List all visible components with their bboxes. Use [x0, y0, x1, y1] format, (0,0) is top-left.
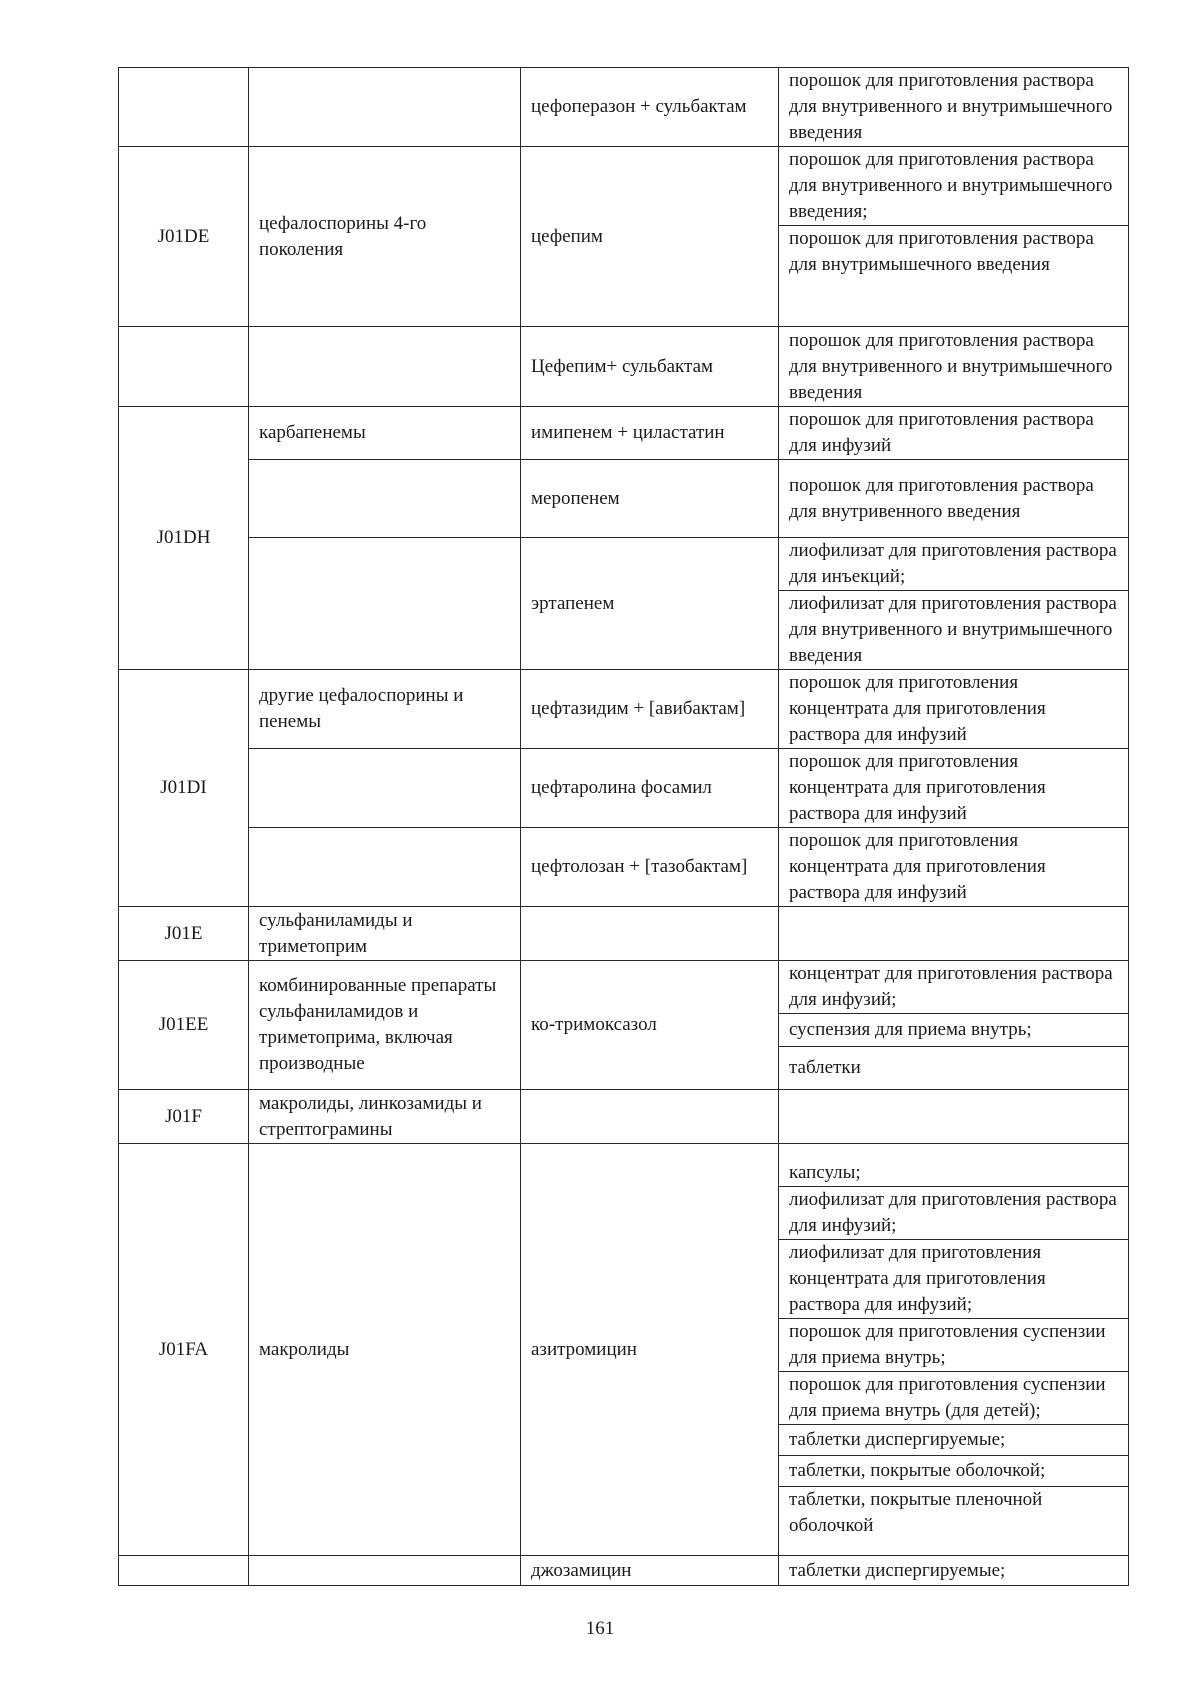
table-row: [119, 1090, 1129, 1144]
table-row: [119, 1144, 1129, 1556]
atc-code-cell: J01DI: [119, 670, 249, 907]
dosage-form-cell: [779, 828, 1129, 907]
table-row: [119, 749, 1129, 828]
table-row: [119, 327, 1129, 407]
page-number: 161: [585, 1618, 615, 1639]
dosage-form-cell: [779, 407, 1129, 460]
group-cell: другие цефалоспорины и пенемы: [249, 670, 521, 749]
drug-name-cell: меропенем: [521, 460, 779, 538]
dosage-form-item: порошок для приготовления раствора для внутривенного и внутримышечного введения: [789, 329, 1113, 403]
drug-name-cell: [521, 1090, 779, 1144]
drug-name-cell: цефтолозан + [тазобактам]: [521, 828, 779, 907]
drug-name-cell: цефепим: [521, 147, 779, 327]
dosage-form-item: лиофилизат для приготовления концентрата для приготовления раствора для инфузий;: [779, 1240, 1128, 1319]
dosage-form-item: лиофилизат для приготовления раствора для инфузий;: [779, 1187, 1128, 1240]
drug-name-cell: Цефепим+ сульбактам: [521, 327, 779, 407]
dosage-form-item: порошок для приготовления раствора для инфузий: [789, 409, 1094, 456]
drug-name-cell: [521, 907, 779, 961]
dosage-form-item: лиофилизат для приготовления раствора для внутривенного и внутримышечного введения: [789, 593, 1117, 666]
dosage-form-item: порошок для приготовления концентрата для приготовления раствора для инфузий: [789, 830, 1046, 903]
dosage-form-item: порошок для приготовления концентрата для приготовления раствора для инфузий: [789, 672, 1046, 745]
table-row: [119, 538, 1129, 670]
dosage-form-item: таблетки, покрытые пленочной оболочкой: [789, 1489, 1043, 1536]
dosage-form-cell: [779, 68, 1129, 147]
group-cell: [249, 460, 521, 538]
group-cell: [249, 828, 521, 907]
dosage-form-item: порошок для приготовления суспензии для приема внутрь (для детей);: [779, 1372, 1128, 1425]
table-row: [119, 460, 1129, 538]
dosage-form-cell: [779, 1556, 1129, 1586]
dosage-form-item: порошок для приготовления раствора для внутривенного введения: [789, 474, 1094, 522]
table-row: [119, 147, 1129, 327]
table-row: [119, 828, 1129, 907]
drug-name-cell: джозамицин: [521, 1556, 779, 1586]
group-cell: [249, 749, 521, 828]
drug-name-cell: азитромицин: [521, 1144, 779, 1556]
group-cell: комбинированные препараты сульфаниламидов и триметоприма, включая производные: [249, 961, 521, 1090]
dosage-form-cell: [779, 538, 1129, 670]
atc-code-cell: [119, 1556, 249, 1586]
dosage-form-cell: [779, 460, 1129, 538]
drug-name-cell: цефоперазон + сульбактам: [521, 68, 779, 147]
drug-list-table: [118, 67, 1129, 1586]
group-cell: карбапенемы: [249, 407, 521, 460]
dosage-form-item: порошок для приготовления раствора для внутримышечного введения: [789, 228, 1094, 275]
dosage-form-item: таблетки, покрытые оболочкой;: [779, 1456, 1128, 1487]
atc-code-cell: [119, 327, 249, 407]
group-cell: [249, 68, 521, 147]
dosage-form-cell: [779, 670, 1129, 749]
drug-name-cell: ко-тримоксазол: [521, 961, 779, 1090]
drug-name-cell: имипенем + циластатин: [521, 407, 779, 460]
dosage-form-item: концентрат для приготовления раствора для инфузий;: [779, 961, 1128, 1014]
dosage-form-cell: [779, 147, 1129, 327]
atc-code-cell: [119, 68, 249, 147]
dosage-form-item: лиофилизат для приготовления раствора для инъекций;: [779, 538, 1128, 591]
atc-code-cell: J01EE: [119, 961, 249, 1090]
group-cell: цефалоспорины 4-го поколения: [249, 147, 521, 327]
drug-name-cell: эртапенем: [521, 538, 779, 670]
dosage-form-item: порошок для приготовления концентрата для приготовления раствора для инфузий: [789, 751, 1046, 824]
drug-name-cell: цефтазидим + [авибактам]: [521, 670, 779, 749]
table-row: [119, 961, 1129, 1090]
atc-code-cell: J01E: [119, 907, 249, 961]
dosage-form-cell: [779, 327, 1129, 407]
drug-name-cell: цефтаролина фосамил: [521, 749, 779, 828]
table-row: [119, 68, 1129, 147]
dosage-form-cell: [779, 1144, 1129, 1556]
dosage-form-item: таблетки: [789, 1057, 861, 1078]
dosage-form-item: порошок для приготовления суспензии для приема внутрь;: [779, 1319, 1128, 1372]
group-cell: макролиды, линкозамиды и стрептограмины: [249, 1090, 521, 1144]
group-cell: сульфаниламиды и триметоприм: [249, 907, 521, 961]
dosage-form-cell: [779, 1090, 1129, 1144]
dosage-form-cell: [779, 961, 1129, 1090]
group-cell: [249, 538, 521, 670]
dosage-form-cell: [779, 749, 1129, 828]
atc-code-cell: J01F: [119, 1090, 249, 1144]
group-cell: макролиды: [249, 1144, 521, 1556]
table-row: [119, 1556, 1129, 1586]
table-row: [119, 907, 1129, 961]
dosage-form-item: таблетки диспергируемые;: [779, 1425, 1128, 1456]
group-cell: [249, 1556, 521, 1586]
group-cell: [249, 327, 521, 407]
dosage-form-item: порошок для приготовления раствора для внутривенного и внутримышечного введения: [789, 70, 1113, 143]
table-row: [119, 407, 1129, 460]
dosage-form-cell: [779, 907, 1129, 961]
dosage-form-item: капсулы;: [779, 1160, 1128, 1187]
dosage-form-item: таблетки диспергируемые;: [789, 1559, 1006, 1581]
table-row: [119, 670, 1129, 749]
atc-code-cell: J01DE: [119, 147, 249, 327]
atc-code-cell: J01DH: [119, 407, 249, 670]
dosage-form-item: суспензия для приема внутрь;: [779, 1014, 1128, 1047]
dosage-form-item: порошок для приготовления раствора для внутривенного и внутримышечного введения;: [779, 147, 1128, 226]
atc-code-cell: J01FA: [119, 1144, 249, 1556]
